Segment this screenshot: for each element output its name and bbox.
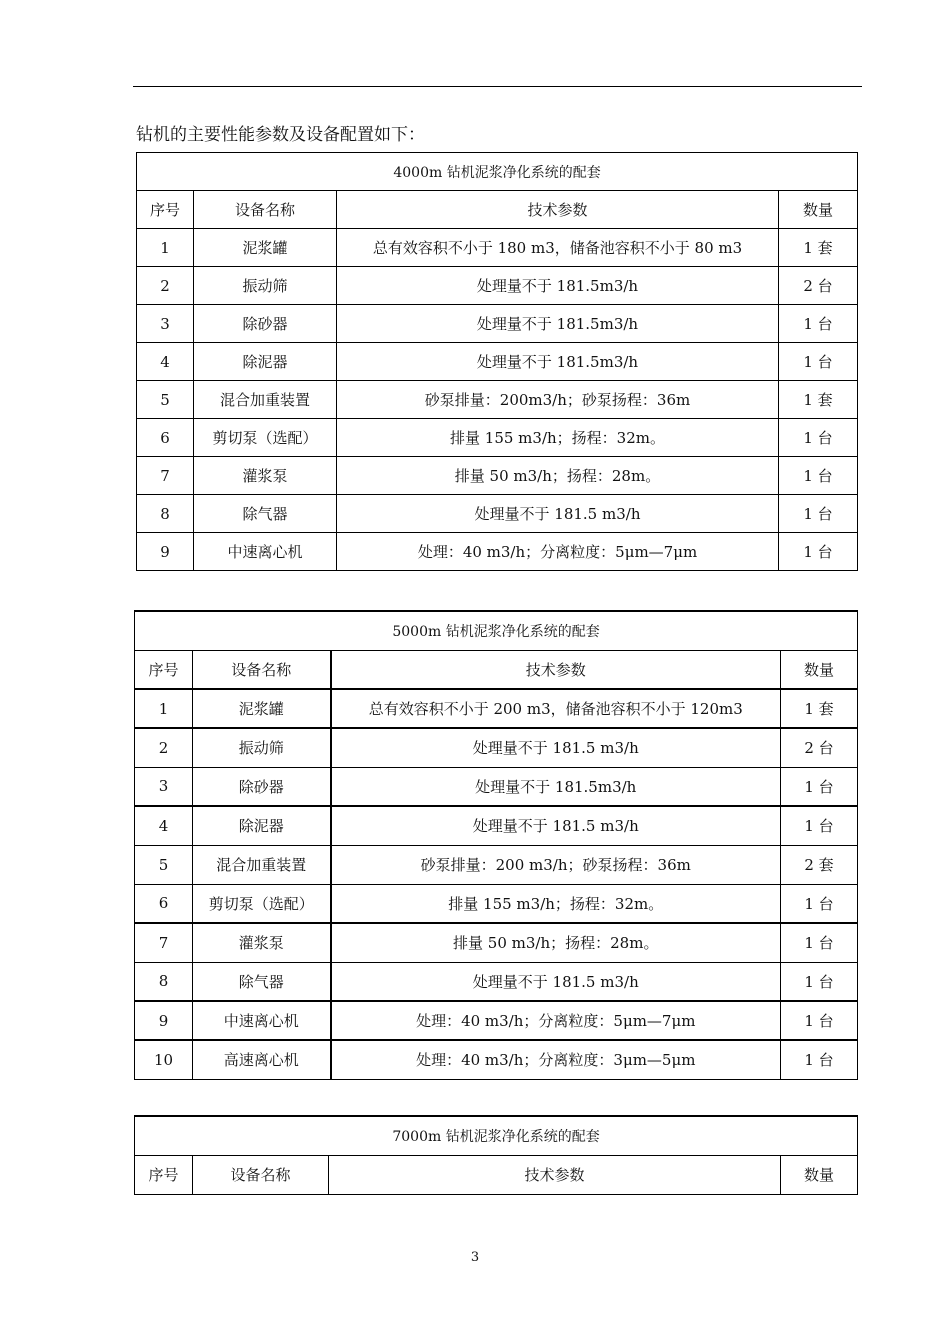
cell-index: 9	[137, 533, 194, 571]
table-row	[135, 1001, 858, 1040]
cell-qty: 1 套	[779, 381, 858, 419]
header-name: 设备名称	[193, 1155, 329, 1194]
header-spec: 技术参数	[331, 650, 781, 689]
cell-name: 混合加重装置	[193, 845, 331, 884]
table-row	[135, 845, 858, 884]
table-title: 5000m 钻机泥浆净化系统的配套	[135, 611, 858, 650]
header-index: 序号	[135, 650, 193, 689]
cell-index: 6	[137, 419, 194, 457]
cell-name: 泥浆罐	[194, 229, 337, 267]
cell-spec: 处理量不于 181.5m3/h	[337, 267, 779, 305]
cell-index: 8	[137, 495, 194, 533]
table-row	[135, 1040, 858, 1079]
cell-qty: 1 台	[781, 767, 858, 806]
cell-name: 除气器	[194, 495, 337, 533]
cell-qty: 2 台	[779, 267, 858, 305]
table-4000m	[136, 152, 858, 571]
table-row	[135, 728, 858, 767]
cell-spec: 总有效容积不小于 180 m3，储备池容积不小于 80 m3	[337, 229, 779, 267]
cell-name: 灌浆泵	[193, 923, 331, 962]
cell-qty: 1 台	[781, 806, 858, 845]
table-row	[137, 495, 858, 533]
page-number: 3	[470, 1250, 480, 1265]
cell-spec: 处理：40 m3/h；分离粒度：3μm—5μm	[331, 1040, 781, 1079]
cell-name: 中速离心机	[194, 533, 337, 571]
cell-spec: 总有效容积不小于 200 m3，储备池容积不小于 120m3	[331, 689, 781, 728]
cell-spec: 处理量不于 181.5m3/h	[337, 343, 779, 381]
cell-name: 振动筛	[193, 728, 331, 767]
cell-spec: 砂泵排量：200 m3/h；砂泵扬程：36m	[331, 845, 781, 884]
cell-name: 除气器	[193, 962, 331, 1001]
cell-name: 除泥器	[194, 343, 337, 381]
cell-spec: 处理量不于 181.5 m3/h	[331, 806, 781, 845]
cell-index: 1	[135, 689, 193, 728]
cell-qty: 1 台	[781, 884, 858, 923]
cell-qty: 1 套	[781, 689, 858, 728]
cell-spec: 排量 50 m3/h；扬程：28m。	[331, 923, 781, 962]
cell-qty: 1 台	[779, 419, 858, 457]
cell-index: 1	[137, 229, 194, 267]
cell-spec: 砂泵排量：200m3/h；砂泵扬程：36m	[337, 381, 779, 419]
header-rule	[133, 86, 862, 87]
cell-name: 剪切泵（选配）	[193, 884, 331, 923]
cell-spec: 排量 50 m3/h；扬程：28m。	[337, 457, 779, 495]
table-5000m	[134, 610, 858, 1080]
cell-name: 高速离心机	[193, 1040, 331, 1079]
cell-name: 混合加重装置	[194, 381, 337, 419]
cell-spec: 处理量不于 181.5 m3/h	[331, 728, 781, 767]
cell-index: 7	[137, 457, 194, 495]
table-title: 4000m 钻机泥浆净化系统的配套	[137, 153, 858, 191]
cell-name: 灌浆泵	[194, 457, 337, 495]
cell-qty: 2 台	[781, 728, 858, 767]
table-row	[135, 884, 858, 923]
cell-index: 9	[135, 1001, 193, 1040]
cell-name: 振动筛	[194, 267, 337, 305]
cell-name: 除泥器	[193, 806, 331, 845]
table-row	[135, 767, 858, 806]
cell-spec: 处理：40 m3/h；分离粒度：5μm—7μm	[337, 533, 779, 571]
cell-qty: 1 台	[779, 343, 858, 381]
header-name: 设备名称	[193, 650, 331, 689]
cell-spec: 排量 155 m3/h；扬程：32m。	[331, 884, 781, 923]
cell-qty: 1 台	[779, 457, 858, 495]
cell-spec: 排量 155 m3/h；扬程：32m。	[337, 419, 779, 457]
cell-index: 2	[135, 728, 193, 767]
cell-qty: 1 台	[781, 1040, 858, 1079]
cell-index: 6	[135, 884, 193, 923]
table-row	[135, 962, 858, 1001]
cell-name: 剪切泵（选配）	[194, 419, 337, 457]
cell-spec: 处理量不于 181.5m3/h	[331, 767, 781, 806]
cell-qty: 1 台	[781, 962, 858, 1001]
table-row	[137, 457, 858, 495]
header-spec: 技术参数	[329, 1155, 781, 1194]
table-7000m	[134, 1115, 858, 1195]
header-qty: 数量	[781, 650, 858, 689]
intro-text: 钻机的主要性能参数及设备配置如下：	[136, 125, 425, 145]
table-row	[137, 381, 858, 419]
cell-qty: 1 台	[779, 533, 858, 571]
header-index: 序号	[135, 1155, 193, 1194]
cell-index: 4	[137, 343, 194, 381]
table-row	[135, 689, 858, 728]
cell-name: 泥浆罐	[193, 689, 331, 728]
cell-spec: 处理：40 m3/h；分离粒度：5μm—7μm	[331, 1001, 781, 1040]
cell-index: 2	[137, 267, 194, 305]
table-row	[137, 229, 858, 267]
table-row	[137, 533, 858, 571]
cell-spec: 处理量不于 181.5m3/h	[337, 305, 779, 343]
cell-name: 除砂器	[194, 305, 337, 343]
table-row	[137, 305, 858, 343]
cell-name: 除砂器	[193, 767, 331, 806]
cell-index: 10	[135, 1040, 193, 1079]
header-index: 序号	[137, 191, 194, 229]
table-row	[137, 267, 858, 305]
header-qty: 数量	[779, 191, 858, 229]
table-row	[135, 923, 858, 962]
cell-index: 3	[137, 305, 194, 343]
header-name: 设备名称	[194, 191, 337, 229]
cell-index: 5	[135, 845, 193, 884]
cell-qty: 1 台	[781, 1001, 858, 1040]
cell-qty: 1 套	[779, 229, 858, 267]
cell-index: 3	[135, 767, 193, 806]
cell-index: 8	[135, 962, 193, 1001]
cell-index: 4	[135, 806, 193, 845]
table-row	[135, 806, 858, 845]
table-row	[137, 419, 858, 457]
header-qty: 数量	[781, 1155, 858, 1194]
cell-qty: 1 台	[779, 305, 858, 343]
cell-name: 中速离心机	[193, 1001, 331, 1040]
cell-index: 5	[137, 381, 194, 419]
cell-qty: 2 套	[781, 845, 858, 884]
table-row	[137, 343, 858, 381]
cell-spec: 处理量不于 181.5 m3/h	[331, 962, 781, 1001]
cell-index: 7	[135, 923, 193, 962]
cell-qty: 1 台	[779, 495, 858, 533]
table-title: 7000m 钻机泥浆净化系统的配套	[135, 1116, 858, 1155]
cell-qty: 1 台	[781, 923, 858, 962]
cell-spec: 处理量不于 181.5 m3/h	[337, 495, 779, 533]
header-spec: 技术参数	[337, 191, 779, 229]
